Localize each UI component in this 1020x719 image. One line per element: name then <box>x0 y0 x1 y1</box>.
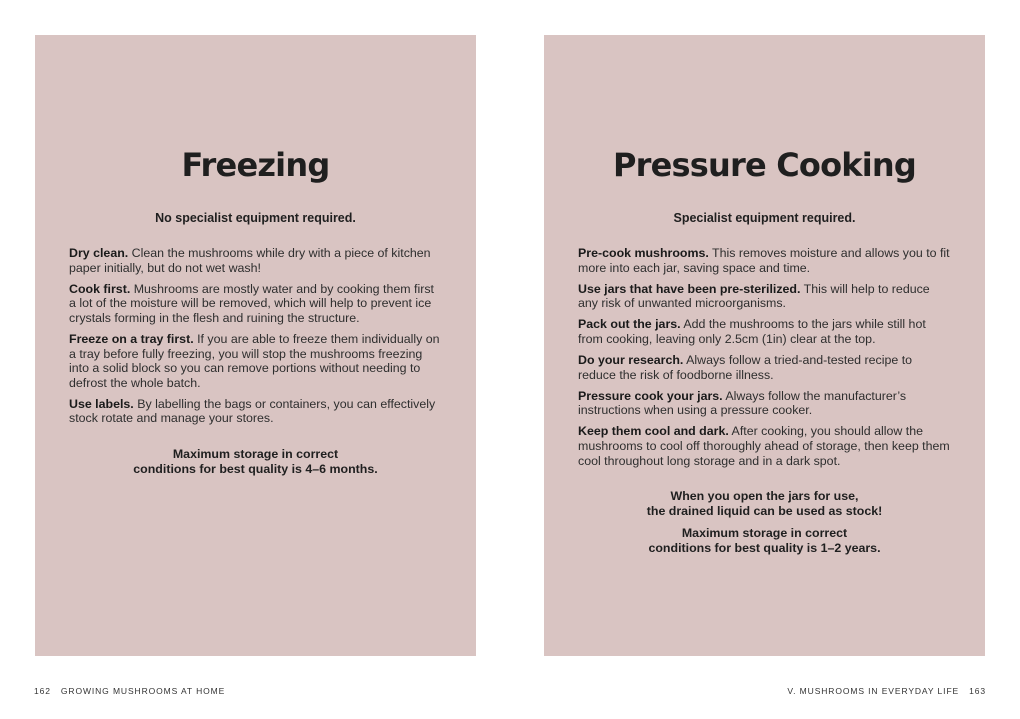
tips-list <box>578 246 951 468</box>
storage-note: Maximum storage in correct conditions for best quality is 1–2 years. <box>648 526 881 555</box>
page-number: 162 <box>34 686 51 696</box>
list-item: Pre-cook mushrooms. This removes moisture and allows you to fit more into each jar, saving space and time. <box>578 246 950 275</box>
stock-note: When you open the jars for use, the drained liquid can be used as stock! <box>646 489 883 518</box>
list-item: Do your research. Always follow a tried-and-tested recipe to reduce the risk of foodborne illness. <box>578 353 913 382</box>
subtitle: No specialist equipment required. <box>155 211 356 225</box>
pressure-cooking-panel <box>544 35 985 656</box>
running-head: GROWING MUSHROOMS AT HOME <box>60 686 226 696</box>
list-item: Use labels. By labelling the bags or containers, you can effectively stock rotate and manage your stores. <box>69 396 436 426</box>
page-title: Freezing <box>181 146 330 184</box>
subtitle: Specialist equipment required. <box>673 211 856 225</box>
right-page-footer <box>787 686 986 696</box>
list-item: Dry clean. Clean the mushrooms while dry with a piece of kitchen paper initially, but do not wet wash! <box>69 246 431 275</box>
running-head: V. MUSHROOMS IN EVERYDAY LIFE <box>787 686 960 696</box>
tips-list <box>69 246 442 426</box>
storage-note: Maximum storage in correct conditions for best quality is 4–6 months. <box>133 447 378 476</box>
list-item: Keep them cool and dark. After cooking, you should allow the mushrooms to cool off thoroughly ahead of storage, then keep them cool throughout long storage and in a dark spot. <box>578 424 950 468</box>
left-page-footer <box>34 686 225 696</box>
list-item: Freeze on a tray first. If you are able to freeze them individually on a tray before fully freezing, you will stop the mushrooms freezing into a solid block so you can remove portions without needing to defrost the whole batch. <box>69 331 440 390</box>
list-item: Pack out the jars. Add the mushrooms to the jars while still hot from cooking, leaving only 2.5cm (1in) clear at the top. <box>578 317 926 346</box>
freezing-panel <box>35 35 476 656</box>
list-item: Pressure cook your jars. Always follow the manufacturer’s instructions when using a pressure cooker. <box>578 388 907 418</box>
list-item: Use jars that have been pre-sterilized. This will help to reduce any risk of unwanted microorganisms. <box>578 281 930 311</box>
list-item: Cook first. Mushrooms are mostly water and by cooking them first a lot of the moisture will be removed, which will help to prevent ice crystals forming in the flesh and ruining the structure. <box>69 281 434 325</box>
page-number: 163 <box>969 686 986 696</box>
page-title: Pressure Cooking <box>612 146 917 184</box>
